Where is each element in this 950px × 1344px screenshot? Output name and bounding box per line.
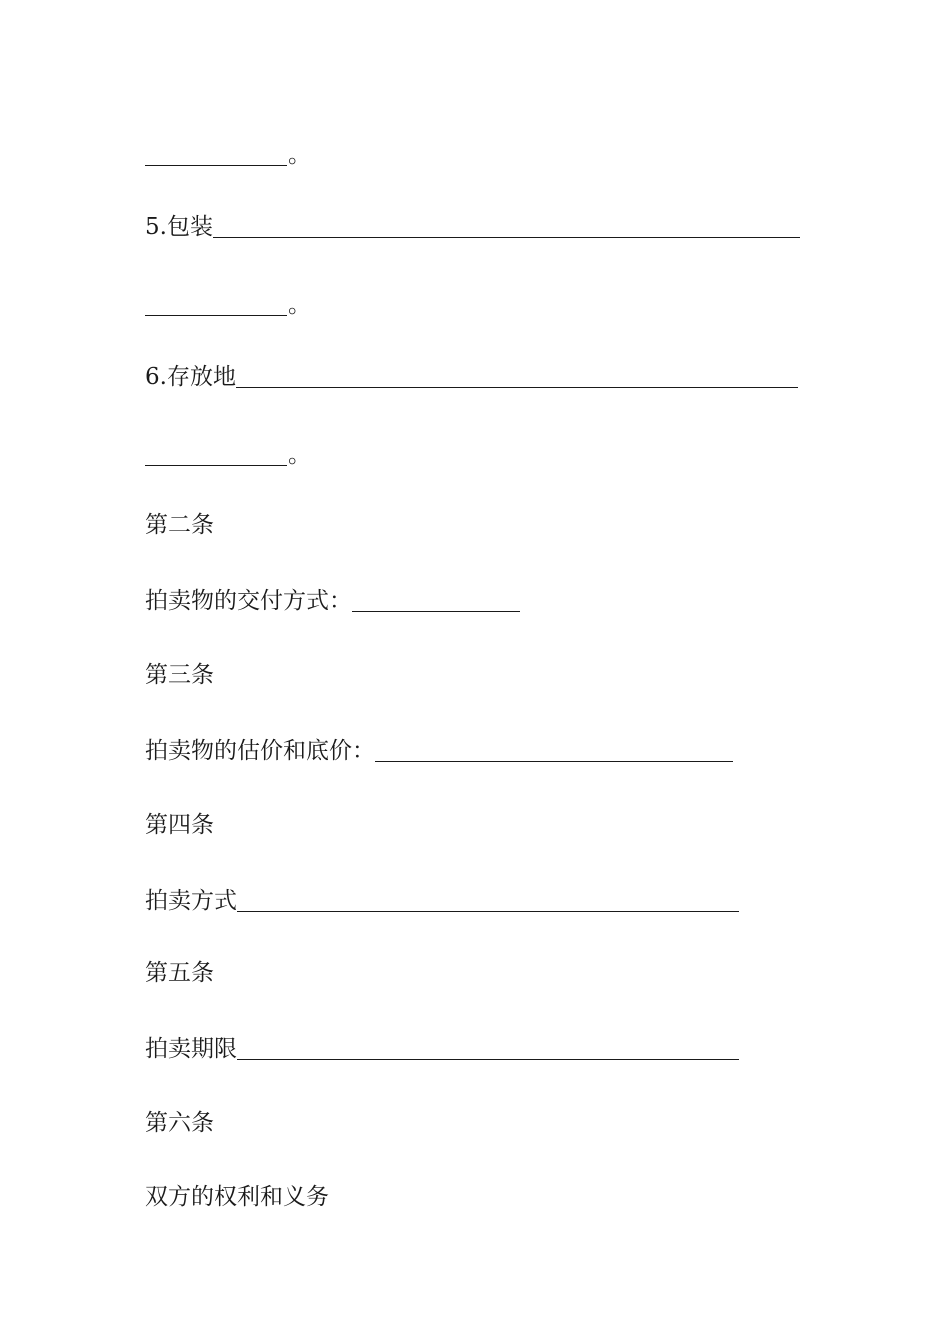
article-4-title: 第四条 [145, 812, 214, 838]
article-2-heading [145, 510, 214, 540]
continuation-line-2 [145, 290, 311, 320]
period-mark: 。 [288, 442, 311, 468]
delivery-method-blank[interactable] [352, 589, 520, 612]
valuation-blank[interactable] [375, 739, 733, 762]
auction-period-line [145, 1034, 739, 1064]
packaging-blank[interactable] [213, 215, 800, 238]
packaging-label: 5.包装 [145, 214, 213, 240]
period-mark: 。 [288, 142, 311, 168]
storage-location-label: 6.存放地 [145, 364, 236, 390]
valuation-line [145, 736, 733, 766]
delivery-method-label: 拍卖物的交付方式： [145, 588, 352, 614]
article-4-heading [145, 810, 214, 840]
rights-obligations-line [145, 1182, 329, 1212]
auction-method-line [145, 886, 739, 916]
article-6-heading [145, 1108, 214, 1138]
delivery-method-line [145, 586, 520, 616]
auction-method-blank[interactable] [237, 889, 739, 912]
storage-location-blank[interactable] [236, 365, 798, 388]
period-mark: 。 [288, 292, 311, 318]
rights-obligations-label: 双方的权利和义务 [145, 1184, 329, 1210]
article-5-heading [145, 958, 214, 988]
article-2-title: 第二条 [145, 512, 214, 538]
auction-period-blank[interactable] [237, 1037, 739, 1060]
continuation-line-3 [145, 440, 311, 470]
valuation-label: 拍卖物的估价和底价： [145, 738, 375, 764]
item-packaging [145, 212, 800, 242]
fill-blank[interactable] [145, 293, 287, 316]
item-storage-location [145, 362, 798, 392]
article-3-title: 第三条 [145, 662, 214, 688]
fill-blank[interactable] [145, 143, 287, 166]
continuation-line-1 [145, 140, 311, 170]
fill-blank[interactable] [145, 443, 287, 466]
article-6-title: 第六条 [145, 1110, 214, 1136]
article-3-heading [145, 660, 214, 690]
auction-method-label: 拍卖方式 [145, 888, 237, 914]
auction-period-label: 拍卖期限 [145, 1036, 237, 1062]
article-5-title: 第五条 [145, 960, 214, 986]
